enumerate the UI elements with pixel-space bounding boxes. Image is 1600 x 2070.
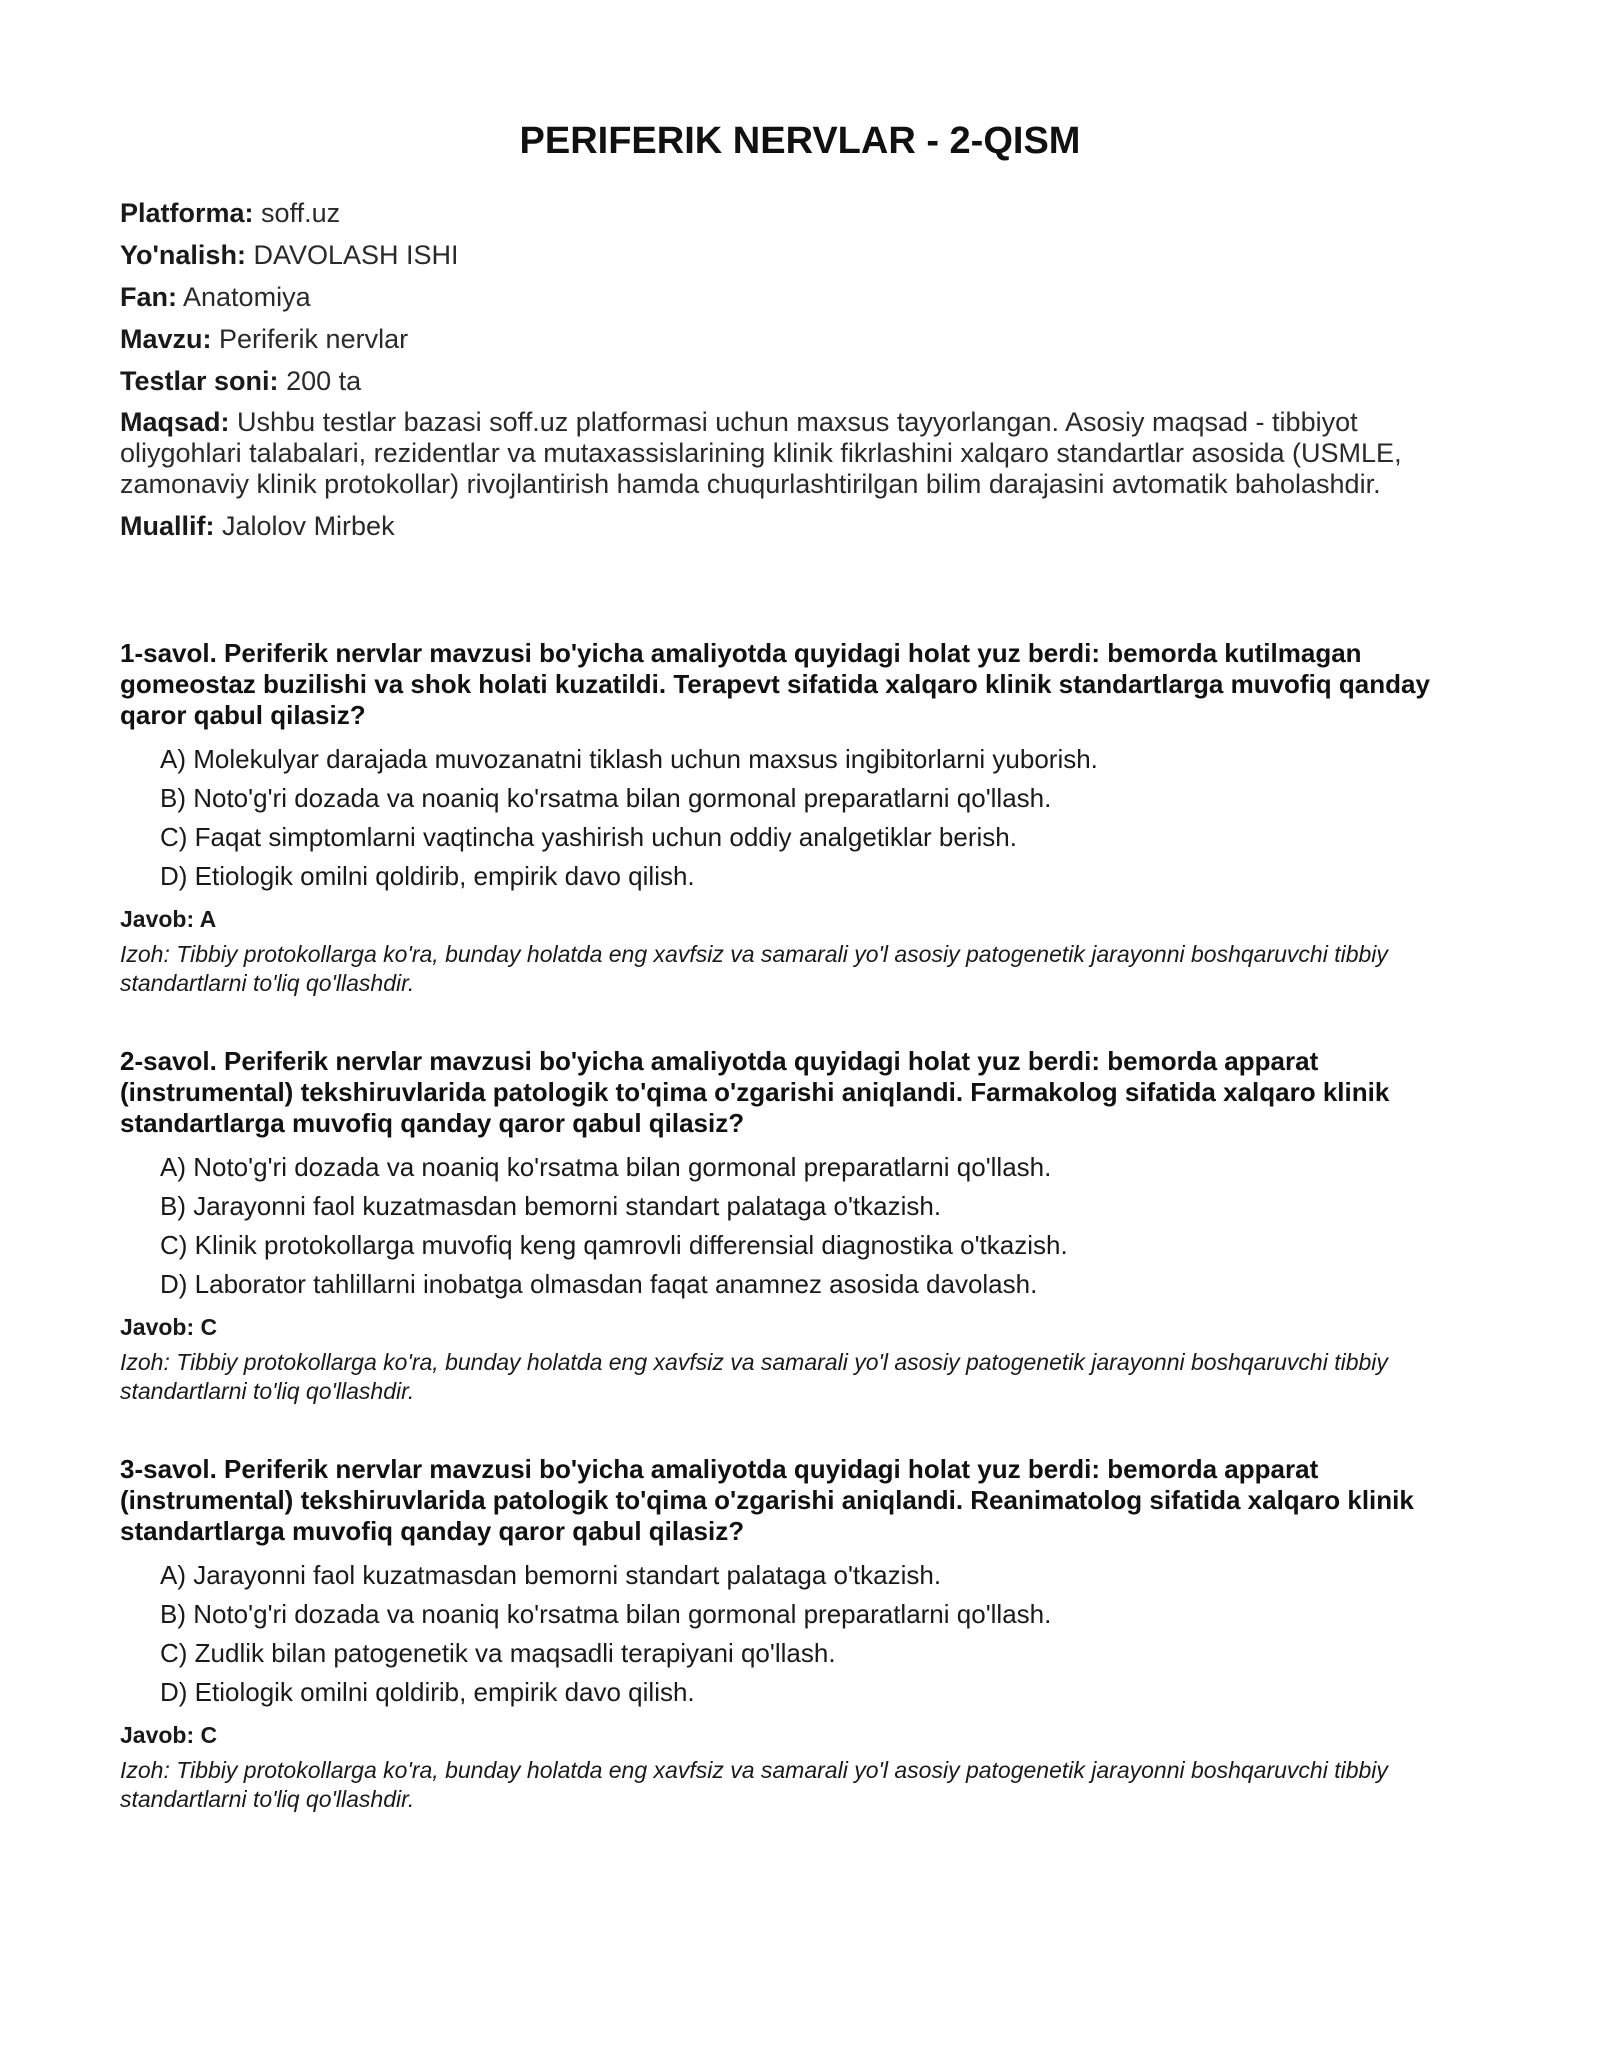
option-b: B) Jarayonni faol kuzatmasdan bemorni standart palataga o'tkazish. xyxy=(160,1191,942,1221)
explanation: Izoh: Tibbiy protokollarga ko'ra, bunday holatda eng xavfsiz va samarali yo'l asosiy patogenetik jarayonni boshqaruvchi tibbiy standartlarni to'liq qo'llashdir. xyxy=(120,1349,1388,1404)
meta-key: Maqsad: xyxy=(120,407,230,437)
meta-mavzu xyxy=(120,323,1480,355)
meta-key: Fan: xyxy=(120,282,177,312)
option-a: A) Noto'g'ri dozada va noaniq ko'rsatma bilan gormonal preparatlarni qo'llash. xyxy=(160,1152,1052,1182)
explanation: Izoh: Tibbiy protokollarga ko'ra, bunday holatda eng xavfsiz va samarali yo'l asosiy patogenetik jarayonni boshqaruvchi tibbiy standartlarni to'liq qo'llashdir. xyxy=(120,941,1388,996)
question-1 xyxy=(120,638,1480,998)
meta-value: DAVOLASH ISHI xyxy=(253,240,459,270)
meta-value: Ushbu testlar bazasi soff.uz platformasi uchun maxsus tayyorlangan. Asosiy maqsad - tibbiyot oliygohlari talabalari, rezidentlar va mutaxassislarining klinik fikrlashini xalqaro standartlar asosida (USMLE, zamonaviy klinik protokollar) rivojlantirish hamda chuqurlashtirilgan bilim darajasini avtomatik baholashdir. xyxy=(120,407,1402,499)
option-b: B) Noto'g'ri dozada va noaniq ko'rsatma bilan gormonal preparatlarni qo'llash. xyxy=(160,1599,1052,1629)
section-spacer xyxy=(120,552,1480,638)
option-a: A) Molekulyar darajada muvozanatni tiklash uchun maxsus ingibitorlarni yuborish. xyxy=(160,744,1098,774)
option-a: A) Jarayonni faol kuzatmasdan bemorni standart palataga o'tkazish. xyxy=(160,1560,942,1590)
question-3 xyxy=(120,1454,1480,1814)
meta-value: soff.uz xyxy=(261,198,341,228)
metadata-block xyxy=(120,197,1480,542)
document-page xyxy=(120,120,1480,1862)
meta-key: Mavzu: xyxy=(120,324,212,354)
option-c: C) Faqat simptomlarni vaqtincha yashirish uchun oddiy analgetiklar berish. xyxy=(160,822,1017,852)
answer-label: Javob: C xyxy=(120,1722,218,1748)
option-d: D) Etiologik omilni qoldirib, empirik davo qilish. xyxy=(160,861,695,891)
question-text: 1-savol. Periferik nervlar mavzusi bo'yicha amaliyotda quyidagi holat yuz berdi: bemorda kutilmagan gomeostaz buzilishi va shok holati kuzatildi. Terapevt sifatida xalqaro klinik standartlarga muvofiq qanday qaror qabul qilasiz? xyxy=(120,638,1430,730)
option-d: D) Laborator tahlillarni inobatga olmasdan faqat anamnez asosida davolash. xyxy=(160,1269,1038,1299)
option-c: C) Klinik protokollarga muvofiq keng qamrovli differensial diagnostika o'tkazish. xyxy=(160,1230,1068,1260)
meta-value: Jalolov Mirbek xyxy=(222,511,395,541)
meta-yonalish xyxy=(120,239,1480,271)
meta-muallif xyxy=(120,510,1480,542)
meta-key: Yo'nalish: xyxy=(120,240,246,270)
answer-label: Javob: A xyxy=(120,906,217,932)
meta-key: Testlar soni: xyxy=(120,366,279,396)
explanation: Izoh: Tibbiy protokollarga ko'ra, bunday holatda eng xavfsiz va samarali yo'l asosiy patogenetik jarayonni boshqaruvchi tibbiy standartlarni to'liq qo'llashdir. xyxy=(120,1757,1388,1812)
option-c: C) Zudlik bilan patogenetik va maqsadli terapiyani qo'llash. xyxy=(160,1638,836,1668)
meta-value: Anatomiya xyxy=(183,282,311,312)
meta-value: Periferik nervlar xyxy=(219,324,409,354)
meta-key: Muallif: xyxy=(120,511,215,541)
meta-testlar-soni xyxy=(120,365,1480,397)
meta-value: 200 ta xyxy=(286,366,362,396)
meta-fan xyxy=(120,281,1480,313)
question-text: 3-savol. Periferik nervlar mavzusi bo'yicha amaliyotda quyidagi holat yuz berdi: bemorda apparat (instrumental) tekshiruvlarida patologik to'qima o'zgarishi aniqlandi. Reanimatolog sifatida xalqaro klinik standartlarga muvofiq qanday qaror qabul qilasiz? xyxy=(120,1454,1414,1546)
meta-key: Platforma: xyxy=(120,198,254,228)
meta-platforma xyxy=(120,197,1480,229)
meta-maqsad xyxy=(120,407,1480,500)
question-2 xyxy=(120,1046,1480,1406)
document-title: PERIFERIK NERVLAR - 2-QISM xyxy=(519,120,1081,162)
answer-label: Javob: C xyxy=(120,1314,218,1340)
option-d: D) Etiologik omilni qoldirib, empirik davo qilish. xyxy=(160,1677,695,1707)
option-b: B) Noto'g'ri dozada va noaniq ko'rsatma bilan gormonal preparatlarni qo'llash. xyxy=(160,783,1052,813)
question-text: 2-savol. Periferik nervlar mavzusi bo'yicha amaliyotda quyidagi holat yuz berdi: bemorda apparat (instrumental) tekshiruvlarida patologik to'qima o'zgarishi aniqlandi. Farmakolog sifatida xalqaro klinik standartlarga muvofiq qanday qaror qabul qilasiz? xyxy=(120,1046,1390,1138)
